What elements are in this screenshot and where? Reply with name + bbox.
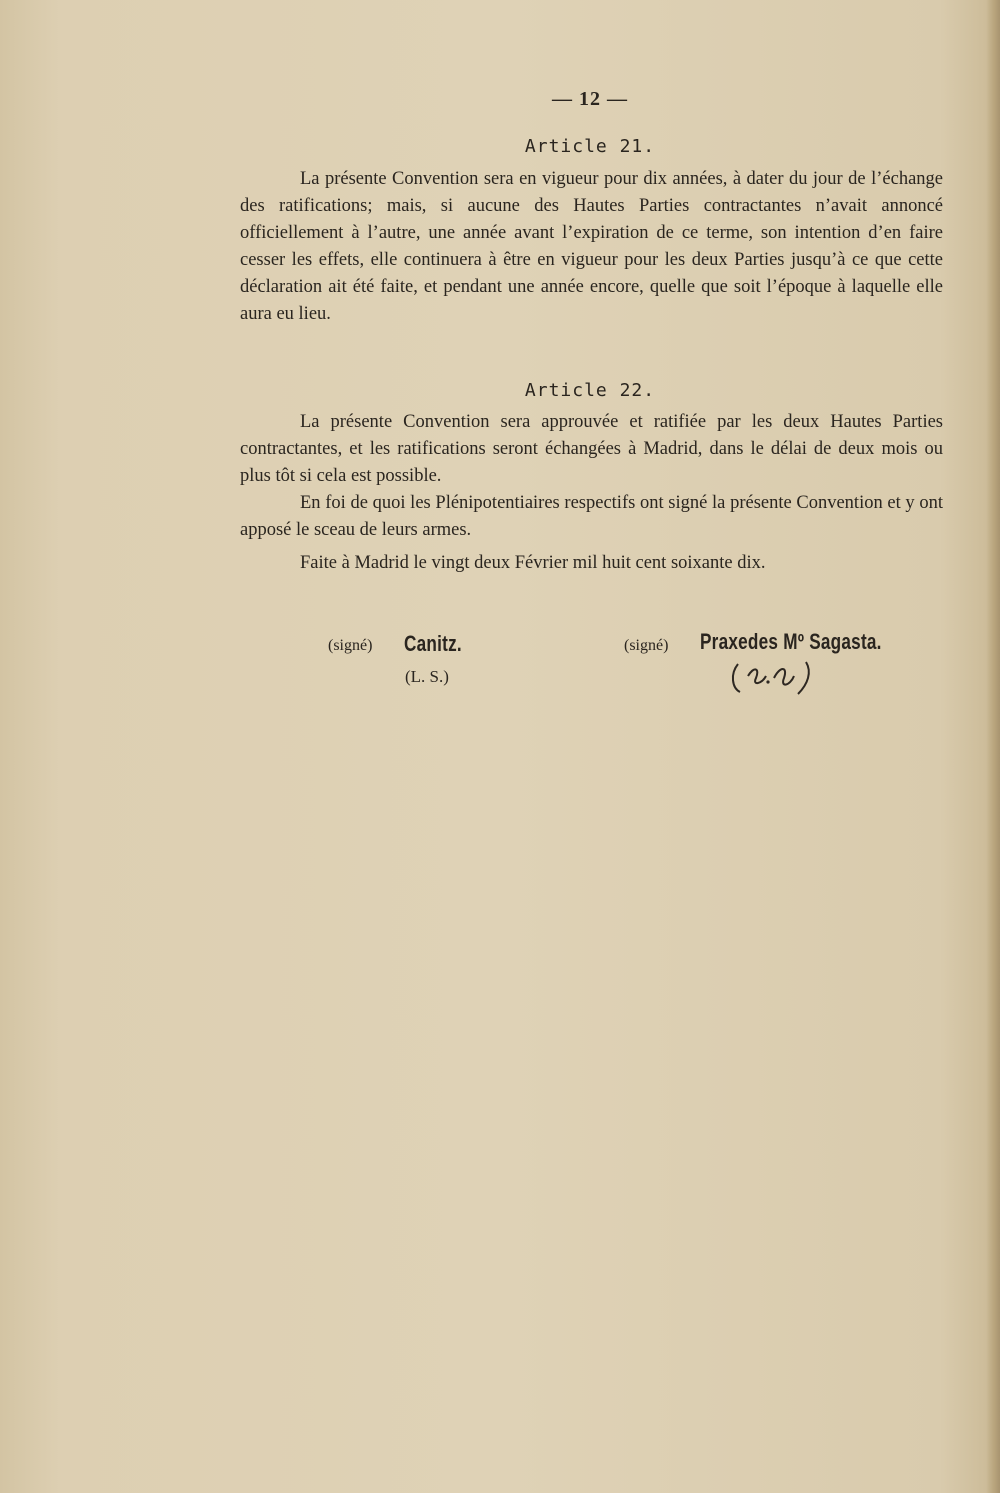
- seal-mark: (L. S.): [405, 667, 449, 686]
- closing-line: Faite à Madrid le vingt deux Février mil huit cent soixante dix.: [300, 553, 766, 573]
- right-signature-name: Praxedes Mº Sagasta.: [700, 629, 882, 654]
- article-22-text-2: En foi de quoi les Plénipotentiaires respectifs ont signé la présente Convention et y ont apposé le sceau de leurs armes.: [240, 493, 943, 540]
- article-22-title: Article 22.: [524, 380, 656, 401]
- article-22-paragraph-1: [240, 409, 943, 490]
- article-21-title: Article 21.: [524, 136, 656, 157]
- left-signature-name: Canitz.: [404, 631, 462, 656]
- right-signature-label: (signé): [624, 637, 669, 654]
- article-21-text: La présente Convention sera en vigueur pour dix années, à dater du jour de l’échange des ratifications; mais, si aucune des Hautes Parties contractantes n’avait annoncé officiellement à l’autre, une année avant l’expiration de ce terme, son intention d’en faire cesser les effets, elle continuera à être en vigueur pour les deux Parties jusqu’à ce que cette déclaration ait été faite, et pendant une année encore, quelle que soit l’époque à laquelle elle aura eu lieu.: [240, 169, 943, 324]
- left-signature-label: (signé): [328, 637, 373, 654]
- article-22-paragraph-2: [240, 490, 943, 544]
- page-number: — 12 —: [552, 88, 628, 110]
- article-22-text-1: La présente Convention sera approuvée et ratifiée par les deux Hautes Parties contractantes, et les ratifications seront échangées à Madrid, dans le délai de deux mois ou plus tôt si cela est possible.: [240, 412, 943, 486]
- page-edge-shadow: [986, 0, 1000, 1493]
- handwritten-seal-scribble: [728, 656, 818, 696]
- article-21-paragraph: [240, 166, 943, 328]
